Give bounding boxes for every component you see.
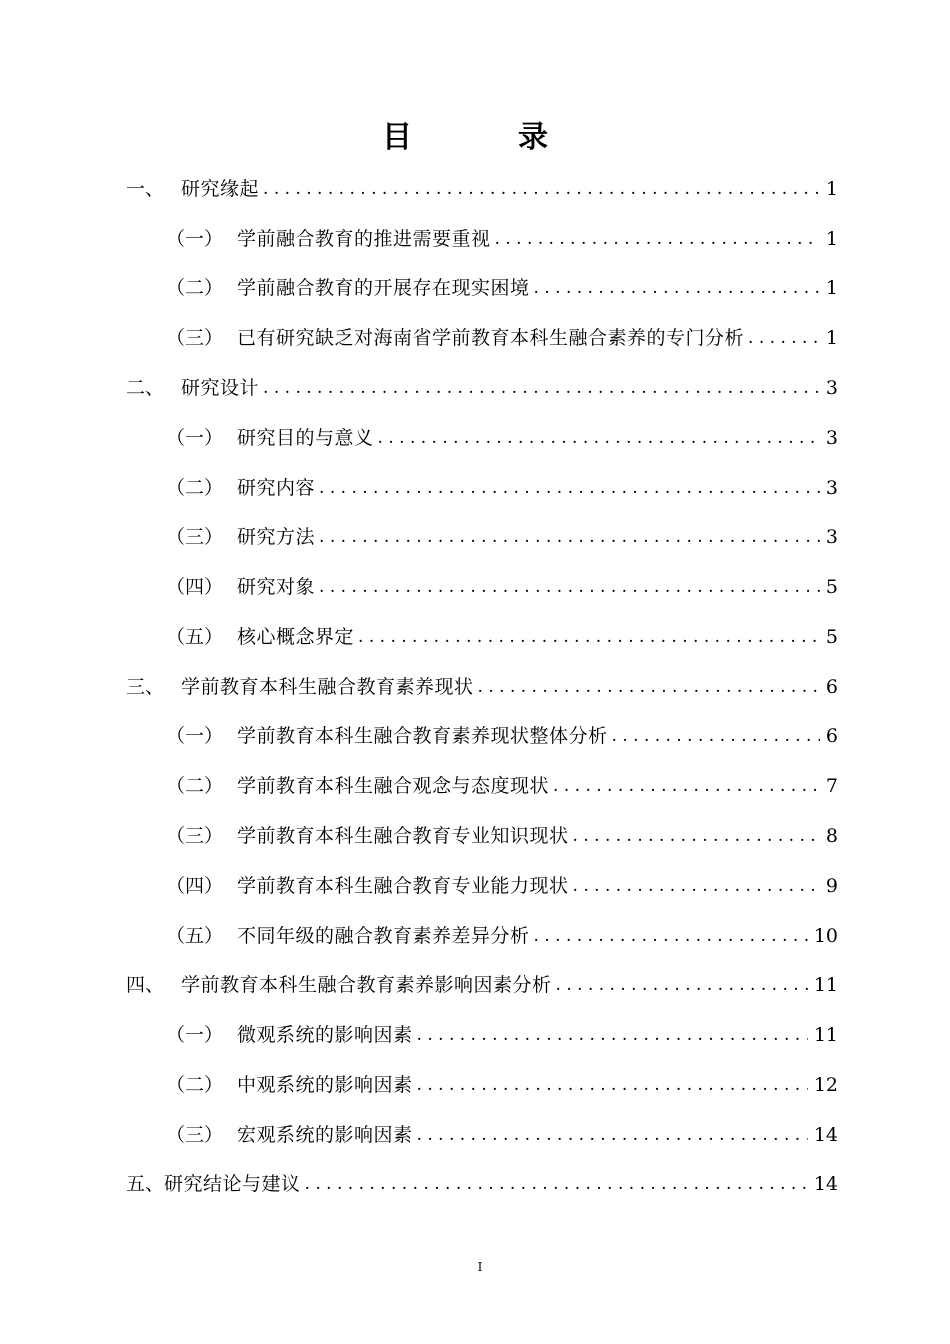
toc-entry-label: 宏观系统的影响因素	[237, 1124, 413, 1146]
toc-entry-page: 10	[813, 925, 838, 947]
page-title: 目 录	[382, 120, 586, 155]
toc-entry-label: 学前教育本科生融合观念与态度现状	[237, 775, 550, 797]
toc-leader-dots	[553, 771, 820, 801]
toc-entry[interactable]	[166, 423, 838, 453]
toc-entry[interactable]	[126, 174, 838, 204]
toc-entry[interactable]	[166, 1020, 838, 1050]
toc-entry-label: 学前教育本科生融合教育专业能力现状	[237, 875, 569, 897]
toc-entry-label: 学前教育本科生融合教育素养现状	[181, 676, 474, 698]
toc-entry-number: 三、	[126, 676, 165, 698]
toc-entry-page: 6	[825, 725, 838, 747]
toc-leader-dots	[358, 622, 820, 652]
toc-entry-label: 学前融合教育的推进需要重视	[237, 228, 491, 250]
toc-entry-page: 1	[825, 228, 838, 250]
toc-entry-number: （二）	[166, 277, 224, 299]
toc-leader-dots	[417, 1020, 808, 1050]
toc-entry-page: 1	[825, 277, 838, 299]
toc-entry-number: （四）	[166, 875, 224, 897]
toc-entry-page: 9	[825, 875, 838, 897]
toc-entry[interactable]	[166, 821, 838, 851]
toc-entry-page: 3	[825, 377, 838, 399]
toc-entry-page: 3	[825, 477, 838, 499]
toc-entry-label: 中观系统的影响因素	[237, 1074, 413, 1096]
toc-entry[interactable]	[166, 721, 838, 751]
toc-entry-label: 研究结论与建议	[164, 1173, 301, 1195]
toc-leader-dots	[495, 224, 820, 254]
toc-leader-dots	[612, 721, 820, 751]
toc-leader-dots	[319, 572, 820, 602]
toc-entry-label: 研究目的与意义	[237, 427, 374, 449]
toc-entry-label: 学前融合教育的开展存在现实困境	[237, 277, 530, 299]
toc-leader-dots	[556, 970, 808, 1000]
toc-entry-number: 一、	[126, 178, 165, 200]
toc-entry[interactable]	[166, 473, 838, 503]
toc-entry[interactable]	[126, 970, 838, 1000]
toc-entry-number: （三）	[166, 1124, 224, 1146]
toc-leader-dots	[748, 323, 822, 353]
toc-leader-dots	[417, 1120, 808, 1150]
toc-entry-page: 1	[825, 178, 838, 200]
toc-entry-number: （一）	[166, 228, 224, 250]
toc-entry-number: （三）	[166, 526, 224, 548]
toc-entry-number: （三）	[166, 825, 224, 847]
toc-entry-page: 1	[825, 327, 838, 349]
toc-entry-label: 研究内容	[237, 477, 316, 499]
toc-entry-page: 8	[825, 825, 838, 847]
toc-entry-label: 学前教育本科生融合教育素养现状整体分析	[237, 725, 608, 747]
toc-leader-dots	[534, 273, 820, 303]
toc-entry-number: （三）	[166, 327, 224, 349]
toc-entry[interactable]	[166, 1120, 838, 1150]
toc-entry-number: （二）	[166, 775, 224, 797]
toc-leader-dots	[378, 423, 820, 453]
toc-leader-dots	[263, 373, 820, 403]
toc-entry[interactable]	[166, 323, 838, 353]
toc-entry-label: 微观系统的影响因素	[237, 1024, 413, 1046]
toc-entry-page: 7	[825, 775, 838, 797]
toc-entry-number: 五、	[126, 1173, 165, 1195]
toc-entry-label: 已有研究缺乏对海南省学前教育本科生融合素养的专门分析	[237, 327, 745, 349]
toc-entry-label: 研究缘起	[181, 178, 260, 200]
toc-entry-number: （五）	[166, 925, 224, 947]
toc-entry-page: 3	[825, 526, 838, 548]
toc-leader-dots	[319, 473, 820, 503]
toc-entry-label: 核心概念界定	[237, 626, 355, 648]
toc-entry[interactable]	[166, 273, 838, 303]
toc-entry[interactable]	[126, 1169, 838, 1199]
toc-entry-page: 3	[825, 427, 838, 449]
toc-entry-number: 四、	[126, 974, 165, 996]
toc-entry-number: （一）	[166, 725, 224, 747]
toc-entry-number: （一）	[166, 427, 224, 449]
toc-entry-page: 12	[813, 1074, 838, 1096]
toc-entry-page: 6	[825, 676, 838, 698]
toc-entry[interactable]	[126, 373, 838, 403]
toc-leader-dots	[417, 1070, 808, 1100]
toc-entry[interactable]	[166, 572, 838, 602]
footer-page-number: I	[477, 1260, 483, 1274]
toc-entry-label: 研究设计	[181, 377, 260, 399]
toc-entry-number: （四）	[166, 576, 224, 598]
toc-entry-page: 14	[813, 1124, 838, 1146]
toc-leader-dots	[534, 921, 808, 951]
toc-leader-dots	[573, 871, 820, 901]
toc-entry-number: （二）	[166, 477, 224, 499]
toc-leader-dots	[263, 174, 820, 204]
toc-entry-page: 5	[825, 626, 838, 648]
toc-leader-dots	[573, 821, 820, 851]
toc-entry[interactable]	[166, 522, 838, 552]
toc-leader-dots	[478, 672, 820, 702]
toc-entry-page: 11	[813, 1024, 838, 1046]
toc-entry[interactable]	[166, 1070, 838, 1100]
toc-entry-number: （一）	[166, 1024, 224, 1046]
toc-entry-page: 11	[813, 974, 838, 996]
toc-entry-label: 学前教育本科生融合教育素养影响因素分析	[181, 974, 552, 996]
toc-entry[interactable]	[126, 672, 838, 702]
toc-entry-label: 学前教育本科生融合教育专业知识现状	[237, 825, 569, 847]
toc-entry[interactable]	[166, 224, 838, 254]
toc-entry[interactable]	[166, 921, 838, 951]
toc-entry-number: 二、	[126, 377, 165, 399]
toc-entry-number: （二）	[166, 1074, 224, 1096]
toc-entry-page: 5	[825, 576, 838, 598]
toc-entry-label: 研究对象	[237, 576, 316, 598]
toc-entry-label: 不同年级的融合教育素养差异分析	[237, 925, 530, 947]
toc-entry-label: 研究方法	[237, 526, 316, 548]
toc-entry-number: （五）	[166, 626, 224, 648]
toc-entry-page: 14	[813, 1173, 838, 1195]
toc-leader-dots	[319, 522, 820, 552]
toc-entry[interactable]	[166, 771, 838, 801]
toc-entry[interactable]	[166, 871, 838, 901]
toc-entry[interactable]	[166, 622, 838, 652]
toc-leader-dots	[305, 1169, 808, 1199]
